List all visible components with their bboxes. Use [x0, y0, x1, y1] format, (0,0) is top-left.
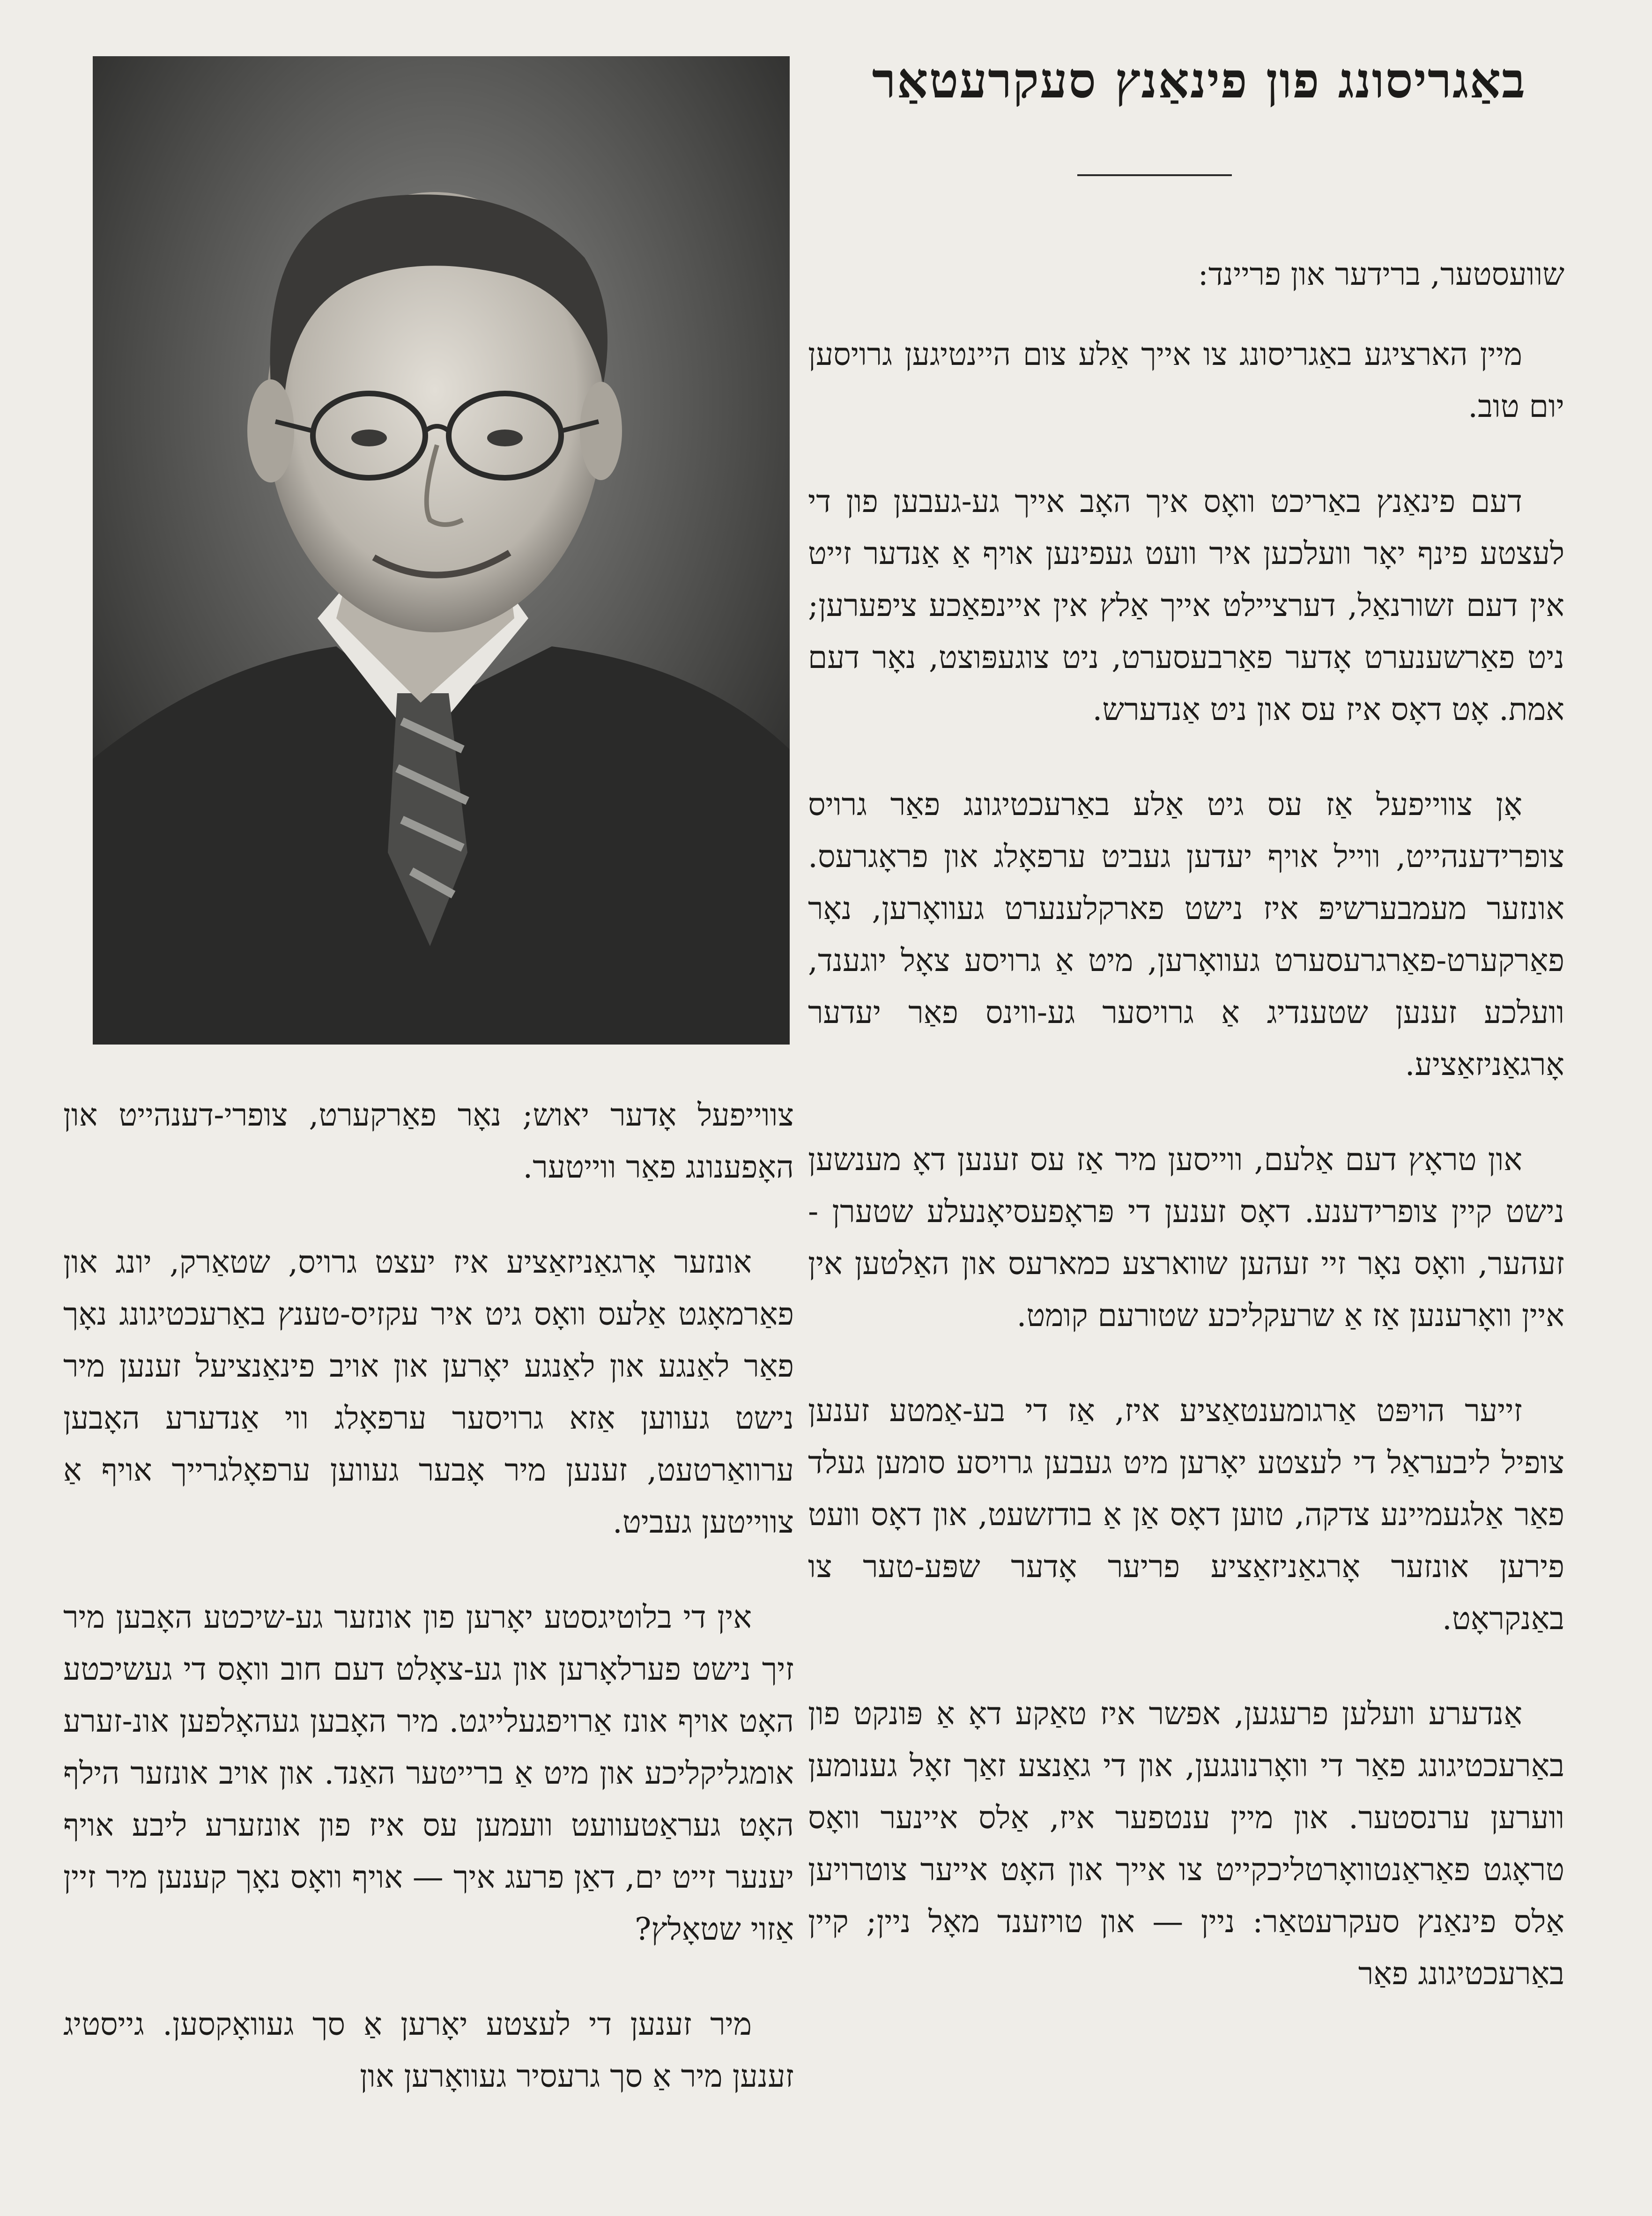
paragraph: צווייפעל אָדער יאוש; נאָר פאַרקערט, צופרי-דענהייט און האָפענונג פאַר ווייטער. [63, 1097, 794, 1185]
paragraph: אין די בלוטיגסטע יאָרען פון אונזער גע-שיכטע האָבען מיר זיך נישט פערלאָרען און גע-צאָלט דעם חוב וואָס די געשיכטע האָט אויף אונז אַרויפגעלייגט. מיר האָבען געהאָלפען אונ-זערע אומגליקליכע און מיט אַ ברייטער האַנד. און אויב אונזער הילף האָט געראַטעוועט וועמען עס איז פון אונזערע ליבע אויף יענער זייט ים, דאַן פרעג איך — אויף וואָס נאָך קענען מיר זיין אַזוי שטאָלץ? [63, 1599, 794, 1947]
title-divider [1077, 174, 1232, 176]
paragraph: זייער הויפּט אַרגומענטאַציע איז, אַז די בע-אַמטע זענען צופיל ליבעראַל די לעצטע יאָרען מיט געבען גרויסע סומען געלד פאַר אַלגעמיינע צדקה, טוען דאָס אַן אַ בודזשעט, און דאָס וועט פירען אונזער אָרגאַניזאַציע פריער אָדער שפּע-טער צו באַנקראָט. [808, 1393, 1564, 1637]
paragraph: דעם פינאַנץ באַריכט וואָס איך האָב אייך גע-געבען פון די לעצטע פינף יאָר וועלכען איר וועט געפינען אויף אַ אַנדער זייט אין דעם זשורנאַל, דערציילט אייך אַלץ אין איינפאַכע ציפערען; ניט פאַרשענערט אָדער פאַרבעסערט, ניט צוגעפּוצט, נאָר דעם אמת. אָט דאָס איז עס און ניט אַנדערש. [808, 483, 1564, 727]
left-text-column [63, 1089, 794, 2145]
article-title: באַגריסונג פון פינאַנץ סעקרעטאַר [872, 52, 1526, 109]
salutation: שוועסטער, ברידער און פריינד: [1198, 256, 1564, 292]
paragraph: מיר זענען די לעצטע יאָרען אַ סך געוואָקסען. גייסטיג זענען מיר אַ סך גרעסיר געוואָרען און [63, 2006, 794, 2094]
paragraph: אונזער אָרגאַניזאַציע איז יעצט גרויס, שטאַרק, יונג און פאַרמאָגט אַלעס וואָס גיט איר עקזיס-טענץ באַרעכטיגונג נאָך פאַר לאַנגע און לאַנגע יאָרען און אויב פינאַנציעל זענען מיר נישט געווען אַזא גרויסער ערפאָלג ווי אַנדערע האָבען ערוואַרטעט, זענען מיר אָבער געווען ערפאָלגרייך אויף אַ צווייטען געביט. [63, 1244, 794, 1540]
right-text-column [808, 248, 1564, 2043]
portrait-icon [93, 56, 790, 1045]
paragraph: אַנדערע וועלען פרעגען, אפשר איז טאַקע דאָ אַ פּונקט פון באַרעכטיגונג פאַר די וואָרנונגען, און די גאַנצע זאַך זאָל גענומען ווערען ערנסטער. און מיין ענטפער איז, אַלס איינער וואָס טראָגט פאַראַנטוואָרטליכקייט צו אייך און האָט אייער צוטרויען אַלס פינאַנץ סעקרעטאַר: ניין — און טויזענד מאָל ניין; קיין באַרעכטיגונג פאַר [808, 1696, 1564, 1992]
paragraph: און טראָץ דעם אַלעם, ווייסען מיר אַז עס זענען דאָ מענשען נישט קיין צופרידענע. דאָס זענען די פּראָפעסיאָנעלע שטערן - זעהער, וואָס נאָר זיי זעהען שווארצע כמארעס און האַלטען אין איין וואָרענען אַז אַ שרעקליכע שטורעם קומט. [808, 1141, 1564, 1334]
paragraph: מיין הארציגע באַגריסונג צו אייך אַלע צום היינטיגען גרויסען יום טוב. [808, 336, 1564, 424]
portrait-photo [93, 56, 790, 1045]
paragraph: אָן צווייפעל אַז עס גיט אַלע באַרעכטיגונג פאַר גרויס צופרידענהייט, ווייל אויף יעדען געביט ערפאָלג און פראָגרעס. אונזער מעמבערשיפּ איז נישט פארקלענערט געוואָרען, נאָר פאַרקערט-פאַרגרעסערט געוואָרען, מיט אַ גרויסע צאָל יוגענד, וועלכע זענען שטענדיג אַ גרויסער גע-ווינס פאַר יעדער אָרגאַניזאַציע. [808, 786, 1564, 1082]
